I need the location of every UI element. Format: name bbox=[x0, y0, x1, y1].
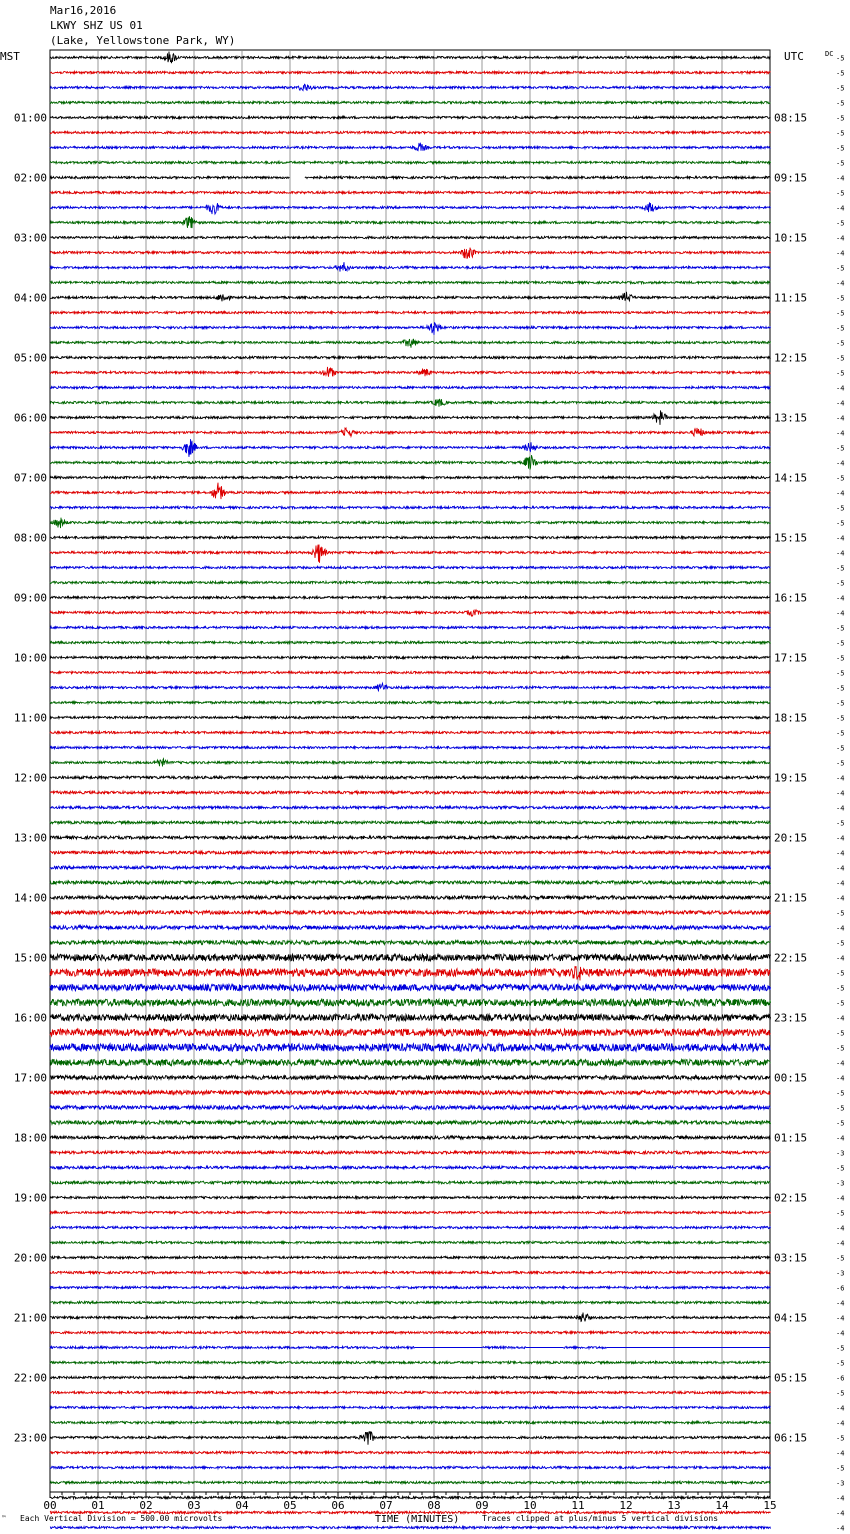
trace-row bbox=[50, 966, 771, 980]
trace-row bbox=[50, 836, 771, 839]
dc-offset-value: -4 bbox=[836, 594, 845, 603]
dc-offset-value: -5 bbox=[836, 819, 845, 828]
trace-row bbox=[50, 483, 771, 499]
x-tick-label: 14 bbox=[715, 1499, 729, 1512]
left-hour-label: 21:00 bbox=[13, 1311, 47, 1325]
dc-offset-value: -4 bbox=[836, 894, 845, 903]
left-hour-label: 18:00 bbox=[13, 1131, 47, 1145]
left-hour-label: 02:00 bbox=[13, 171, 47, 185]
trace-row bbox=[50, 161, 771, 163]
left-hour-label: 08:00 bbox=[13, 531, 47, 545]
dc-offset-value: -5 bbox=[836, 294, 845, 303]
trace-row bbox=[50, 716, 771, 718]
trace-row bbox=[50, 1091, 771, 1095]
dc-offset-value: -5 bbox=[836, 969, 845, 978]
dc-offset-value: -4 bbox=[836, 1419, 845, 1428]
x-tick-label: 13 bbox=[667, 1499, 681, 1512]
dc-offset-value: -4 bbox=[836, 1239, 845, 1248]
dc-offset-value: -5 bbox=[836, 684, 845, 693]
right-hour-label: 19:15 bbox=[774, 771, 808, 785]
dc-offset-value: -5 bbox=[836, 999, 845, 1008]
dc-offset-value: -5 bbox=[836, 369, 845, 378]
dc-offset-value: -4 bbox=[836, 414, 845, 423]
dc-offset-value: -5 bbox=[836, 714, 845, 723]
trace-row bbox=[50, 176, 771, 178]
dc-offset-value: -4 bbox=[836, 1314, 845, 1323]
trace-row bbox=[50, 821, 771, 824]
x-tick-label: 05 bbox=[283, 1499, 297, 1512]
dc-offset-value: -5 bbox=[836, 1044, 845, 1053]
dc-offset-value: -4 bbox=[836, 1299, 845, 1308]
dc-offset-value: -5 bbox=[836, 144, 845, 153]
dc-offset-value: -5 bbox=[836, 699, 845, 708]
left-hour-label: 10:00 bbox=[13, 651, 47, 665]
trace-row bbox=[50, 1376, 771, 1378]
trace-row bbox=[50, 339, 771, 348]
dc-offset-value: -5 bbox=[836, 1344, 845, 1353]
left-hour-label: 16:00 bbox=[13, 1011, 47, 1025]
trace-row bbox=[50, 656, 771, 658]
dc-offset-value: -5 bbox=[836, 1089, 845, 1098]
scale-note: Each Vertical Division = 500.00 microvolts bbox=[20, 1514, 223, 1523]
trace-row bbox=[50, 911, 771, 915]
dc-offset-value: -5 bbox=[836, 114, 845, 123]
dc-offset-value: -4 bbox=[836, 384, 845, 393]
trace-row bbox=[50, 1286, 771, 1288]
dc-offset-value: -5 bbox=[836, 1029, 845, 1038]
x-axis bbox=[43, 1492, 776, 1512]
trace-row bbox=[50, 1451, 771, 1453]
trace-row bbox=[50, 941, 771, 945]
trace-row bbox=[50, 143, 771, 151]
x-tick-label: 00 bbox=[43, 1499, 57, 1512]
right-hour-label: 14:15 bbox=[774, 471, 808, 485]
trace-row bbox=[50, 1271, 771, 1273]
dc-offset-value: -5 bbox=[836, 69, 845, 78]
trace-row bbox=[50, 476, 771, 478]
right-hour-label: 17:15 bbox=[774, 651, 808, 665]
right-hour-label: 20:15 bbox=[774, 831, 808, 845]
trace-row bbox=[50, 759, 771, 767]
dc-offset-value: -5 bbox=[836, 639, 845, 648]
dc-offset-value: -4 bbox=[836, 399, 845, 408]
dc-offset-value: -5 bbox=[836, 324, 845, 333]
trace-rows bbox=[50, 52, 771, 1534]
left-hour-label: 20:00 bbox=[13, 1251, 47, 1265]
left-hour-label: 03:00 bbox=[13, 231, 47, 245]
trace-row bbox=[50, 216, 771, 228]
trace-row bbox=[50, 596, 771, 598]
dc-offset-value: -4 bbox=[836, 1524, 845, 1533]
dc-offset-value: -6 bbox=[836, 1374, 845, 1383]
trace-row bbox=[50, 701, 771, 703]
trace-row bbox=[50, 926, 771, 930]
dc-offset-value: -5 bbox=[836, 84, 845, 93]
right-hour-label: 05:15 bbox=[774, 1371, 808, 1385]
dc-offset-value: -4 bbox=[836, 1509, 845, 1518]
left-hour-label: 05:00 bbox=[13, 351, 47, 365]
x-tick-label: 11 bbox=[571, 1499, 585, 1512]
trace-row bbox=[50, 1059, 771, 1065]
dc-offset-value: -4 bbox=[836, 534, 845, 543]
trace-row bbox=[50, 731, 771, 733]
trace-row bbox=[50, 1391, 771, 1393]
dc-offset-value: -5 bbox=[836, 504, 845, 513]
dc-offset-value: -5 bbox=[836, 759, 845, 768]
trace-row bbox=[50, 806, 771, 809]
trace-row bbox=[50, 455, 771, 470]
right-hour-label: 16:15 bbox=[774, 591, 808, 605]
right-hour-label: 22:15 bbox=[774, 951, 808, 965]
left-hour-label: 04:00 bbox=[13, 291, 47, 305]
dc-offset-value: -5 bbox=[836, 1464, 845, 1473]
dc-offset-value: -4 bbox=[836, 1074, 845, 1083]
trace-row bbox=[50, 999, 771, 1006]
dc-offset-value: -5 bbox=[836, 654, 845, 663]
dc-offset-value: -4 bbox=[836, 1449, 845, 1458]
trace-row bbox=[50, 410, 771, 425]
x-axis-title: TIME (MINUTES) bbox=[375, 1514, 460, 1525]
dc-offset-value: -4 bbox=[836, 1404, 845, 1413]
dc-offset-value: -4 bbox=[836, 1194, 845, 1203]
right-hour-label: 08:15 bbox=[774, 111, 808, 125]
dc-offset-value: -4 bbox=[836, 1134, 845, 1143]
trace-row bbox=[50, 1481, 771, 1483]
dc-offset-value: -5 bbox=[836, 1359, 845, 1368]
dc-offset-value: -5 bbox=[836, 1164, 845, 1173]
x-tick-label: 15 bbox=[763, 1499, 777, 1512]
dc-offset-value: -4 bbox=[836, 849, 845, 858]
x-tick-label: 06 bbox=[331, 1499, 345, 1512]
trace-row bbox=[50, 356, 771, 358]
trace-row bbox=[50, 506, 771, 508]
dc-offset-value: -4 bbox=[836, 1494, 845, 1503]
trace-row bbox=[50, 236, 771, 238]
dc-offset-value: -4 bbox=[836, 864, 845, 873]
trace-row bbox=[50, 202, 771, 214]
right-hour-label: 21:15 bbox=[774, 891, 808, 905]
trace-row bbox=[50, 1044, 771, 1052]
left-hour-label: 11:00 bbox=[13, 711, 47, 725]
dc-offset-value: -4 bbox=[836, 249, 845, 258]
trace-row bbox=[50, 1301, 771, 1303]
dc-offset-value: -5 bbox=[836, 264, 845, 273]
trace-row bbox=[50, 1211, 771, 1213]
left-hour-label: 13:00 bbox=[13, 831, 47, 845]
x-tick-label: 10 bbox=[523, 1499, 537, 1512]
trace-row bbox=[50, 1196, 771, 1198]
trace-row bbox=[50, 1121, 771, 1125]
trace-row bbox=[50, 101, 771, 103]
left-hour-label: 23:00 bbox=[13, 1431, 47, 1445]
dc-offset-value: -5 bbox=[836, 129, 845, 138]
minute-grid bbox=[50, 50, 770, 1492]
trace-row bbox=[50, 71, 771, 73]
left-hour-label: 09:00 bbox=[13, 591, 47, 605]
trace-row bbox=[50, 262, 771, 271]
dc-offset-value: -5 bbox=[836, 984, 845, 993]
trace-row bbox=[50, 399, 771, 407]
trace-row bbox=[50, 566, 771, 568]
dc-offset-value: -4 bbox=[836, 429, 845, 438]
trace-row bbox=[50, 683, 771, 690]
trace-row bbox=[50, 776, 771, 779]
trademark-mark: ™ bbox=[2, 1515, 6, 1522]
dc-offset-value: -4 bbox=[836, 1329, 845, 1338]
trace-row bbox=[50, 881, 771, 884]
dc-offset-value: -4 bbox=[836, 609, 845, 618]
left-hour-label: 14:00 bbox=[13, 891, 47, 905]
x-tick-label: 07 bbox=[379, 1499, 393, 1512]
trace-row bbox=[50, 439, 771, 457]
dc-offset-value: -5 bbox=[836, 564, 845, 573]
trace-row bbox=[50, 84, 771, 91]
trace-row bbox=[50, 1431, 771, 1445]
left-hour-label: 07:00 bbox=[13, 471, 47, 485]
trace-row bbox=[50, 1151, 771, 1154]
dc-offset-value: -5 bbox=[836, 474, 845, 483]
trace-row bbox=[50, 1406, 771, 1408]
trace-row bbox=[50, 896, 771, 899]
trace-row bbox=[50, 1421, 771, 1423]
dc-offset-value: -4 bbox=[836, 489, 845, 498]
clip-note: Traces clipped at plus/minus 5 vertical divisions bbox=[482, 1514, 719, 1523]
trace-row bbox=[50, 545, 771, 563]
trace-row bbox=[50, 746, 771, 748]
dc-offset-value: -4 bbox=[836, 879, 845, 888]
dc-offset-value: -4 bbox=[836, 174, 845, 183]
trace-row bbox=[50, 52, 771, 64]
dc-offset-value: -5 bbox=[836, 159, 845, 168]
right-hour-labels bbox=[774, 112, 807, 1445]
trace-row bbox=[50, 1241, 771, 1243]
trace-row bbox=[50, 851, 771, 854]
dc-offset-value: -4 bbox=[836, 279, 845, 288]
trace-row bbox=[50, 791, 771, 794]
station-name: LKWY SHZ US 01 bbox=[50, 19, 143, 32]
trace-row bbox=[50, 581, 771, 583]
trace-row bbox=[50, 1331, 771, 1333]
left-hour-label: 01:00 bbox=[13, 111, 47, 125]
trace-row bbox=[50, 367, 771, 377]
dc-offset-value: -5 bbox=[836, 219, 845, 228]
right-hour-label: 02:15 bbox=[774, 1191, 808, 1205]
trace-row bbox=[50, 866, 771, 869]
trace-row bbox=[50, 1526, 771, 1528]
left-hour-label: 06:00 bbox=[13, 411, 47, 425]
trace-row bbox=[50, 1466, 771, 1468]
dc-offset-value: -4 bbox=[836, 1224, 845, 1233]
dc-offset-value: -4 bbox=[836, 234, 845, 243]
right-hour-label: 06:15 bbox=[774, 1431, 808, 1445]
trace-row bbox=[50, 1313, 771, 1322]
trace-row bbox=[50, 610, 771, 616]
x-tick-label: 09 bbox=[475, 1499, 489, 1512]
trace-row bbox=[50, 1106, 771, 1110]
right-timezone-label: UTC bbox=[784, 50, 804, 63]
trace-row bbox=[50, 116, 771, 118]
right-hour-label: 00:15 bbox=[774, 1071, 808, 1085]
trace-row bbox=[50, 1496, 771, 1498]
x-tick-label: 04 bbox=[235, 1499, 249, 1512]
trace-row bbox=[50, 626, 771, 628]
dc-offset-value: -4 bbox=[836, 204, 845, 213]
left-hour-label: 17:00 bbox=[13, 1071, 47, 1085]
trace-row bbox=[50, 1181, 771, 1184]
trace-row bbox=[50, 536, 771, 538]
trace-row bbox=[50, 671, 771, 673]
right-hour-label: 03:15 bbox=[774, 1251, 808, 1265]
dc-offset-value: -5 bbox=[836, 54, 845, 63]
x-tick-label: 02 bbox=[139, 1499, 153, 1512]
dc-offset-value: -5 bbox=[836, 624, 845, 633]
left-hour-label: 19:00 bbox=[13, 1191, 47, 1205]
trace-row bbox=[50, 1226, 771, 1228]
dc-offset-value: -3 bbox=[836, 1479, 845, 1488]
trace-row bbox=[50, 191, 771, 193]
dc-offset-value: -3 bbox=[836, 1269, 845, 1278]
dc-offset-value: -4 bbox=[836, 549, 845, 558]
right-hour-label: 11:15 bbox=[774, 291, 808, 305]
dc-offset-value: -5 bbox=[836, 1119, 845, 1128]
trace-row bbox=[50, 954, 771, 961]
trace-row bbox=[50, 984, 771, 991]
trace-row bbox=[50, 518, 771, 528]
dc-offset-value: -4 bbox=[836, 954, 845, 963]
right-hour-label: 09:15 bbox=[774, 171, 808, 185]
trace-row bbox=[50, 311, 771, 313]
dc-offset-value: -4 bbox=[836, 459, 845, 468]
left-hour-label: 22:00 bbox=[13, 1371, 47, 1385]
dc-offset-value: -5 bbox=[836, 1254, 845, 1263]
dc-offset-value: -5 bbox=[836, 729, 845, 738]
trace-row bbox=[50, 1014, 771, 1021]
trace-row bbox=[50, 428, 771, 437]
trace-row bbox=[50, 292, 771, 302]
trace-row bbox=[50, 1361, 771, 1363]
trace-row bbox=[50, 641, 771, 643]
x-tick-label: 01 bbox=[91, 1499, 105, 1512]
station-location: (Lake, Yellowstone Park, WY) bbox=[50, 34, 236, 47]
dc-offset-value: -4 bbox=[836, 804, 845, 813]
trace-row bbox=[50, 1346, 770, 1348]
trace-row bbox=[50, 1029, 771, 1036]
x-tick-label: 08 bbox=[427, 1499, 441, 1512]
right-hour-label: 13:15 bbox=[774, 411, 808, 425]
dc-offset-value: -4 bbox=[836, 834, 845, 843]
dc-label: DC bbox=[825, 50, 834, 58]
dc-offset-value: -4 bbox=[836, 1014, 845, 1023]
right-hour-label: 04:15 bbox=[774, 1311, 808, 1325]
dc-offset-value: -5 bbox=[836, 519, 845, 528]
dc-offset-value: -5 bbox=[836, 579, 845, 588]
dc-offset-value: -4 bbox=[836, 924, 845, 933]
right-hour-label: 10:15 bbox=[774, 231, 808, 245]
right-hour-label: 12:15 bbox=[774, 351, 808, 365]
record-date: Mar16,2016 bbox=[50, 4, 117, 17]
trace-row bbox=[50, 386, 771, 388]
dc-offset-value: -3 bbox=[836, 1179, 845, 1188]
trace-row bbox=[50, 1166, 771, 1169]
dc-offset-value: -5 bbox=[836, 744, 845, 753]
trace-row bbox=[50, 281, 771, 283]
dc-offset-value: -5 bbox=[836, 309, 845, 318]
right-hour-label: 18:15 bbox=[774, 711, 808, 725]
dc-offset-value: -4 bbox=[836, 1059, 845, 1068]
dc-offset-value: -5 bbox=[836, 339, 845, 348]
dc-offset-value: -5 bbox=[836, 1434, 845, 1443]
dc-offset-value: -4 bbox=[836, 774, 845, 783]
plot-frame bbox=[50, 50, 770, 1492]
right-hour-label: 01:15 bbox=[774, 1131, 808, 1145]
x-tick-label: 03 bbox=[187, 1499, 201, 1512]
x-tick-label: 12 bbox=[619, 1499, 633, 1512]
left-hour-label: 15:00 bbox=[13, 951, 47, 965]
dc-offset-value: -6 bbox=[836, 1284, 845, 1293]
dc-offset-value: -5 bbox=[836, 354, 845, 363]
dc-offset-value: -5 bbox=[836, 444, 845, 453]
dc-offset-value: -5 bbox=[836, 1104, 845, 1113]
right-hour-label: 23:15 bbox=[774, 1011, 808, 1025]
left-hour-labels bbox=[14, 112, 47, 1445]
dc-offset-labels bbox=[836, 55, 844, 1534]
trace-row bbox=[50, 323, 771, 335]
dc-offset-value: -5 bbox=[836, 939, 845, 948]
left-hour-label: 12:00 bbox=[13, 771, 47, 785]
trace-row bbox=[50, 1136, 771, 1139]
dc-offset-value: -5 bbox=[836, 189, 845, 198]
dc-offset-value: -5 bbox=[836, 1209, 845, 1218]
trace-row bbox=[50, 131, 771, 133]
dc-offset-value: -4 bbox=[836, 789, 845, 798]
trace-row bbox=[50, 248, 771, 259]
dc-offset-value: -5 bbox=[836, 909, 845, 918]
trace-row bbox=[50, 1076, 771, 1080]
trace-row bbox=[50, 1256, 771, 1258]
left-timezone-label: MST bbox=[0, 50, 20, 63]
dc-offset-value: -3 bbox=[836, 1149, 845, 1158]
dc-offset-value: -5 bbox=[836, 99, 845, 108]
dc-offset-value: -5 bbox=[836, 669, 845, 678]
right-hour-label: 15:15 bbox=[774, 531, 808, 545]
dc-offset-value: -5 bbox=[836, 1389, 845, 1398]
